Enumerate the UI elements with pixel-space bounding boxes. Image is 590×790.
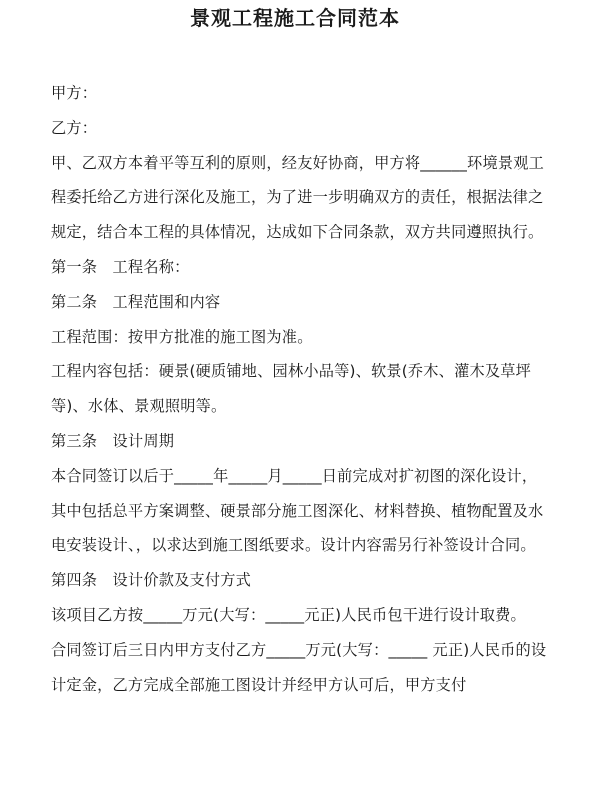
preamble-paragraph: 甲、乙双方本着平等互利的原则，经友好协商，甲方将______环境景观工程委托给乙方进行深化及施工，为了进一步明确双方的责任，根据法律之规定，结合本工程的具体情况，达成如下合同条款，双方共同遵照执行。	[51, 153, 544, 242]
payment-terms-paragraph: 合同签订后三日内甲方支付乙方_____万元(大写：_____ 元正)人民币的设计定金，乙方完成全部施工图设计并经甲方认可后，甲方支付	[51, 640, 547, 694]
document-body	[51, 76, 547, 702]
party-b-line: 乙方：	[51, 118, 98, 137]
design-fee-paragraph: 该项目乙方按_____万元(大写：_____元正)人民币包干进行设计取费。	[51, 605, 526, 624]
project-content-paragraph: 工程内容包括：硬景(硬质铺地、园林小品等)、软景(乔木、灌木及草坪等)、水体、景观照明等。	[51, 362, 532, 416]
article-4-heading: 第四条 设计价款及支付方式	[51, 571, 252, 590]
article-1-heading: 第一条 工程名称：	[51, 257, 190, 276]
project-scope-paragraph: 工程范围：按甲方批准的施工图为准。	[51, 327, 313, 346]
design-period-paragraph: 本合同签订以后于_____年_____月_____日前完成对扩初图的深化设计，其中包括总平方案调整、硬景部分施工图深化、材料替换、植物配置及水电安装设计、，以求达到施工图纸要求。设计内容需另行补签设计合同。	[51, 466, 544, 555]
article-2-heading: 第二条 工程范围和内容	[51, 292, 221, 311]
document-title: 景观工程施工合同范本	[190, 6, 400, 30]
party-a-line: 甲方：	[51, 84, 98, 102]
article-3-heading: 第三条 设计周期	[51, 431, 175, 450]
